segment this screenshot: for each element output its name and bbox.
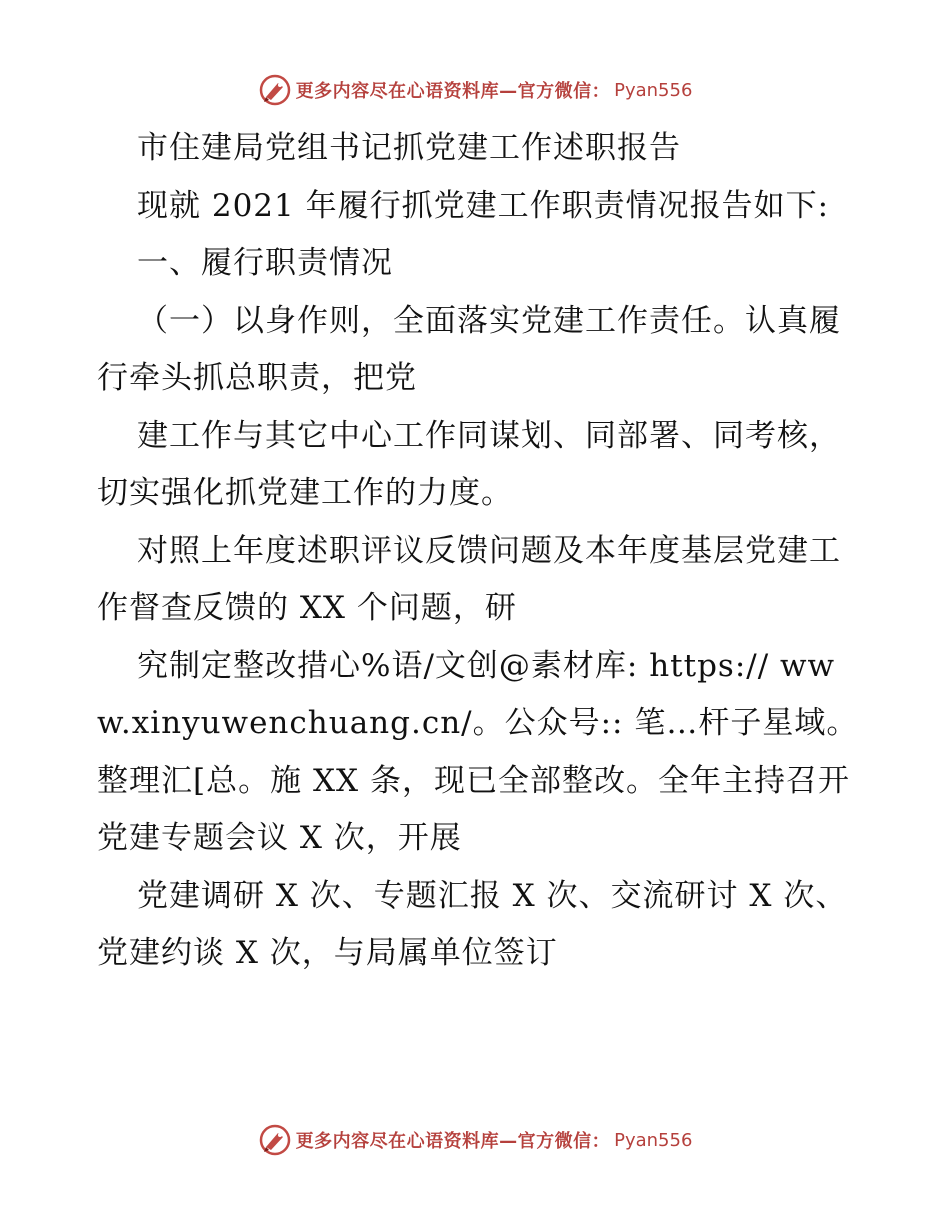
document-title: 市住建局党组书记抓党建工作述职报告 bbox=[137, 130, 681, 166]
header-watermark-banner bbox=[0, 70, 950, 110]
watermark-wechat-id: Pyan556 bbox=[614, 1129, 693, 1151]
paragraph: 建工作与其它中心工作同谋划、同部署、同考核，切实强化抓党建工作的力度。 bbox=[97, 417, 841, 511]
section-heading: 一、履行职责情况 bbox=[137, 245, 393, 281]
pen-logo-icon bbox=[258, 73, 292, 107]
paragraph: 党建调研 X 次、专题汇报 X 次、交流研讨 X 次、党建约谈 X 次，与局属单位签订 bbox=[97, 877, 848, 971]
watermark-text: 更多内容尽在心语资料库—官方微信： bbox=[295, 1131, 611, 1152]
document-body bbox=[97, 120, 867, 983]
pen-logo-icon bbox=[258, 1123, 292, 1157]
paragraph: （一）以身作则，全面落实党建工作责任。认真履行牵头抓总职责，把党 bbox=[97, 302, 841, 396]
paragraph: 现就 2021 年履行抓党建工作职责情况报告如下: bbox=[137, 187, 830, 224]
watermark-text: 更多内容尽在心语资料库—官方微信： bbox=[295, 81, 611, 102]
footer-watermark-banner bbox=[0, 1120, 950, 1160]
paragraph: 对照上年度述职评议反馈问题及本年度基层党建工作督查反馈的 XX 个问题，研 bbox=[97, 532, 841, 626]
paragraph: 究制定整改措心%语/文创@素材库: https:// www.xinyuwenchuang.cn/。公众号:: 笔…杆子星域。整理汇[总。施 XX 条，现已全部整改。全年主持召开党建专题会议 X 次，开展 bbox=[97, 647, 859, 856]
watermark-wechat-id: Pyan556 bbox=[614, 79, 693, 101]
